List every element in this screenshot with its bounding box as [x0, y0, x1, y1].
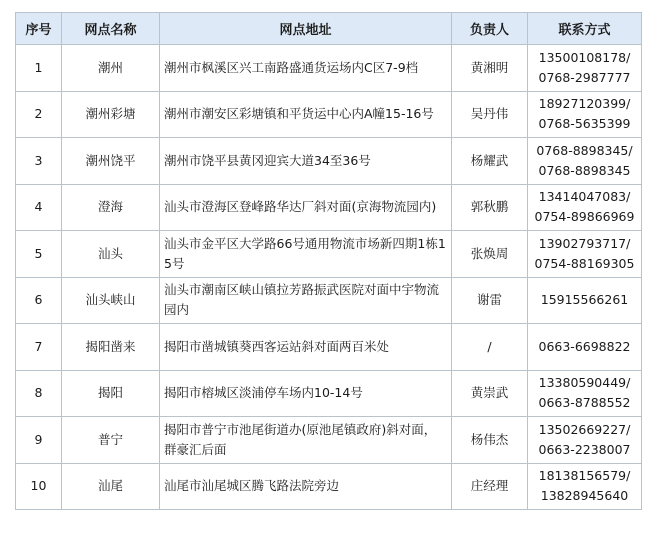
cell-index: 5	[16, 231, 62, 278]
table-row	[16, 138, 642, 185]
cell-contact	[528, 91, 642, 138]
table-row	[16, 277, 642, 324]
cell-manager: 杨伟杰	[452, 417, 528, 464]
cell-address: 揭阳市普宁市池尾街道办(原池尾镇政府)斜对面，群豪汇后面	[160, 417, 452, 464]
table-body	[16, 45, 642, 510]
cell-address: 潮州市饶平县黄冈迎宾大道34至36号	[160, 138, 452, 185]
cell-manager: 吴丹伟	[452, 91, 528, 138]
table-row	[16, 231, 642, 278]
header-address: 网点地址	[160, 13, 452, 45]
header-manager: 负责人	[452, 13, 528, 45]
table-row	[16, 184, 642, 231]
cell-manager: /	[452, 324, 528, 371]
cell-contact	[528, 370, 642, 417]
contact-line-2: 0754-88169305	[534, 255, 635, 271]
cell-index: 3	[16, 138, 62, 185]
cell-index: 6	[16, 277, 62, 324]
cell-index: 2	[16, 91, 62, 138]
cell-name: 潮州	[62, 45, 160, 92]
cell-contact	[528, 231, 642, 278]
cell-name: 揭阳凿来	[62, 324, 160, 371]
table-row	[16, 91, 642, 138]
cell-name: 汕头峡山	[62, 277, 160, 324]
cell-manager: 黄崇武	[452, 370, 528, 417]
cell-contact	[528, 463, 642, 510]
cell-address: 揭阳市榕城区淡浦停车场内10-14号	[160, 370, 452, 417]
contact-line-1: 18138156579/	[538, 468, 631, 484]
cell-contact	[528, 184, 642, 231]
cell-address: 揭阳市凿城镇葵西客运站斜对面两百米处	[160, 324, 452, 371]
contact-line-1: 13414047083/	[538, 189, 631, 205]
cell-contact	[528, 138, 642, 185]
contact-line-2: 0663-2238007	[538, 441, 631, 457]
contact-line-2: 0768-2987777	[538, 69, 631, 85]
contact-line-1: 18927120399/	[538, 96, 631, 112]
cell-address: 汕头市潮南区峡山镇拉芳路振武医院对面中宇物流园内	[160, 277, 452, 324]
table-row	[16, 370, 642, 417]
cell-address: 潮州市枫溪区兴工南路盛通货运场内C区7-9档	[160, 45, 452, 92]
cell-manager: 黄湘明	[452, 45, 528, 92]
cell-address: 汕尾市汕尾城区腾飞路法院旁边	[160, 463, 452, 510]
cell-name: 潮州彩塘	[62, 91, 160, 138]
cell-manager: 郭秋鹏	[452, 184, 528, 231]
cell-index: 1	[16, 45, 62, 92]
cell-manager: 张焕周	[452, 231, 528, 278]
cell-contact	[528, 277, 642, 324]
cell-index: 9	[16, 417, 62, 464]
contact-line-1: 15915566261	[540, 292, 629, 308]
contact-line-2: 0663-8788552	[538, 395, 631, 411]
header-name: 网点名称	[62, 13, 160, 45]
contact-line-1: 13500108178/	[538, 49, 631, 65]
cell-index: 10	[16, 463, 62, 510]
contact-line-1: 0768-8898345/	[536, 142, 633, 158]
table-row	[16, 324, 642, 371]
contact-line-1: 13380590449/	[538, 375, 631, 391]
contact-line-2: 0768-5635399	[538, 116, 631, 132]
header-contact: 联系方式	[528, 13, 642, 45]
cell-index: 8	[16, 370, 62, 417]
cell-index: 4	[16, 184, 62, 231]
cell-contact	[528, 45, 642, 92]
cell-name: 汕头	[62, 231, 160, 278]
header-index: 序号	[16, 13, 62, 45]
table-row	[16, 45, 642, 92]
contact-line-1: 0663-6698822	[538, 338, 631, 354]
cell-manager: 杨耀武	[452, 138, 528, 185]
table-header	[16, 13, 642, 45]
cell-name: 汕尾	[62, 463, 160, 510]
cell-contact	[528, 417, 642, 464]
cell-address: 汕头市澄海区登峰路华达厂斜对面(京海物流园内)	[160, 184, 452, 231]
contact-line-1: 13502669227/	[538, 421, 631, 437]
contact-line-2: 0754-89866969	[534, 209, 635, 225]
outlet-table	[15, 12, 642, 510]
cell-name: 普宁	[62, 417, 160, 464]
cell-address: 潮州市潮安区彩塘镇和平货运中心内A幢15-16号	[160, 91, 452, 138]
header-row	[16, 13, 642, 45]
cell-name: 揭阳	[62, 370, 160, 417]
cell-manager: 庄经理	[452, 463, 528, 510]
cell-name: 澄海	[62, 184, 160, 231]
cell-index: 7	[16, 324, 62, 371]
contact-line-2: 0768-8898345	[538, 162, 631, 178]
cell-name: 潮州饶平	[62, 138, 160, 185]
table-row	[16, 463, 642, 510]
cell-address: 汕头市金平区大学路66号通用物流市场新四期1栋15号	[160, 231, 452, 278]
cell-contact	[528, 324, 642, 371]
contact-line-2: 13828945640	[540, 488, 629, 504]
cell-manager: 谢雷	[452, 277, 528, 324]
table-row	[16, 417, 642, 464]
contact-line-1: 13902793717/	[538, 235, 631, 251]
